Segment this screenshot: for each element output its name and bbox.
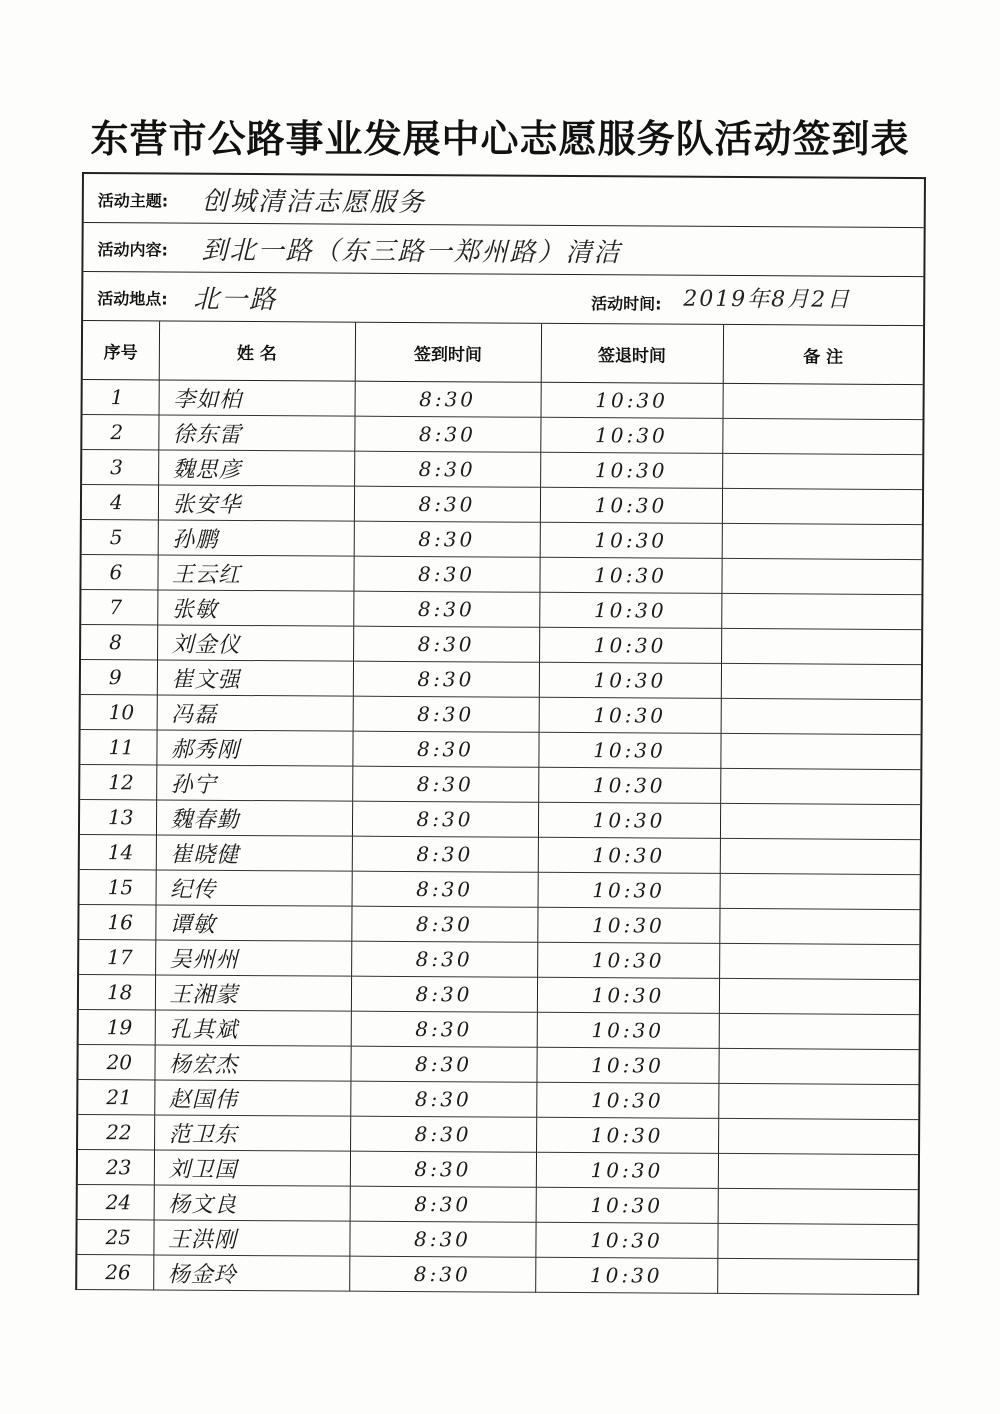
row-number: 14 (80, 834, 156, 869)
table-row (77, 1254, 917, 1294)
table-row (81, 660, 921, 700)
table-row (81, 590, 921, 630)
row-number: 10 (81, 695, 157, 730)
location-label: 活动地点: (97, 289, 168, 309)
row-number: 5 (82, 520, 158, 555)
row-signin-time: 8:30 (354, 451, 540, 487)
signin-sheet (75, 172, 926, 1295)
row-signin-time: 8:30 (352, 871, 538, 907)
row-name: 崔晓健 (156, 835, 352, 871)
table-row (82, 450, 922, 490)
row-name: 张敏 (157, 590, 353, 626)
row-signin-time: 8:30 (350, 1081, 536, 1117)
row-name: 纪传 (156, 870, 352, 906)
row-name: 徐东雷 (158, 415, 354, 451)
row-signin-time: 8:30 (353, 591, 539, 627)
row-signout-time: 10:30 (538, 732, 720, 768)
row-signin-time: 8:30 (353, 696, 539, 732)
row-note (720, 838, 920, 874)
row-number: 18 (79, 974, 155, 1009)
row-signin-time: 8:30 (352, 731, 538, 767)
row-note (717, 1223, 917, 1259)
row-signout-time: 10:30 (538, 802, 720, 838)
row-number: 26 (77, 1254, 153, 1289)
table-row (81, 625, 921, 665)
row-number: 16 (79, 904, 155, 939)
row-number: 19 (79, 1009, 155, 1044)
table-row (78, 1114, 918, 1154)
row-name: 孙鹏 (158, 520, 354, 556)
table-row (78, 1079, 918, 1119)
row-name: 杨宏杰 (154, 1045, 350, 1081)
row-signin-time: 8:30 (355, 381, 541, 417)
row-note (721, 698, 921, 734)
col-header-name: 姓 名 (159, 321, 355, 381)
row-name: 魏思彦 (158, 450, 354, 486)
row-name: 杨金玲 (153, 1255, 349, 1291)
table-row (81, 555, 921, 595)
table-row (78, 1044, 918, 1084)
row-number: 2 (82, 415, 158, 450)
row-name: 谭敏 (155, 905, 351, 941)
table-row (80, 869, 920, 909)
row-signin-time: 8:30 (352, 801, 538, 837)
row-name: 范卫东 (154, 1115, 350, 1151)
row-signout-time: 10:30 (536, 1117, 718, 1153)
row-signout-time: 10:30 (539, 662, 721, 698)
row-name: 郝秀刚 (156, 730, 352, 766)
location-value: 北一路 (193, 284, 278, 316)
row-note (718, 1083, 918, 1119)
table-row (79, 939, 919, 979)
row-name: 王洪刚 (153, 1220, 349, 1256)
theme-row (84, 174, 924, 228)
row-signout-time: 10:30 (541, 382, 723, 418)
row-signin-time: 8:30 (352, 766, 538, 802)
row-number: 4 (82, 485, 158, 520)
row-note (718, 1118, 918, 1154)
row-signin-time: 8:30 (354, 521, 540, 557)
row-note (722, 523, 922, 559)
row-name: 魏春勤 (156, 800, 352, 836)
row-note (718, 1188, 918, 1224)
row-name: 孔其斌 (155, 1010, 351, 1046)
row-number: 20 (78, 1044, 154, 1079)
row-signin-time: 8:30 (354, 416, 540, 452)
table-row (81, 695, 921, 735)
row-number: 3 (82, 450, 158, 485)
row-number: 17 (79, 939, 155, 974)
row-number: 25 (77, 1219, 153, 1254)
row-signout-time: 10:30 (539, 557, 721, 593)
row-number: 23 (78, 1149, 154, 1184)
signin-table (77, 321, 923, 1295)
row-number: 11 (80, 730, 156, 765)
table-row (82, 520, 922, 560)
row-number: 21 (78, 1079, 154, 1114)
row-note (721, 628, 921, 664)
row-number: 7 (81, 590, 157, 625)
page-title: 东营市公路事业发展中心志愿服务队活动签到表 (90, 116, 910, 161)
row-signout-time: 10:30 (537, 907, 719, 943)
row-name: 崔文强 (157, 660, 353, 696)
row-note (722, 488, 922, 524)
row-signout-time: 10:30 (540, 522, 722, 558)
row-note (719, 943, 919, 979)
table-row (79, 904, 919, 944)
row-note (720, 768, 920, 804)
table-body (77, 380, 923, 1295)
row-note (720, 733, 920, 769)
row-name: 吴州州 (155, 940, 351, 976)
row-name: 张安华 (158, 485, 354, 521)
row-note (721, 663, 921, 699)
time-label: 活动时间: (591, 294, 662, 314)
row-note (723, 383, 923, 419)
row-signin-time: 8:30 (350, 1186, 536, 1222)
table-row (80, 800, 920, 840)
row-number: 24 (78, 1184, 154, 1219)
row-signout-time: 10:30 (539, 592, 721, 628)
theme-label: 活动主题: (97, 191, 169, 211)
row-signin-time: 8:30 (351, 941, 537, 977)
row-name: 杨文良 (154, 1185, 350, 1221)
row-signout-time: 10:30 (537, 942, 719, 978)
content-value: 到北一路（东三路一郑州路）清洁 (201, 235, 622, 269)
table-row (78, 1184, 918, 1224)
row-number: 8 (81, 625, 157, 660)
row-signout-time: 10:30 (536, 1047, 718, 1083)
col-header-no: 序号 (83, 321, 159, 380)
row-signin-time: 8:30 (351, 976, 537, 1012)
content-label: 活动内容: (97, 240, 168, 260)
row-number: 15 (80, 869, 156, 904)
row-note (719, 908, 919, 944)
table-row (80, 834, 920, 874)
row-signout-time: 10:30 (539, 697, 721, 733)
row-name: 王云红 (157, 555, 353, 591)
row-signout-time: 10:30 (540, 417, 722, 453)
row-signout-time: 10:30 (535, 1257, 717, 1293)
row-signin-time: 8:30 (350, 1046, 536, 1082)
row-note (721, 593, 921, 629)
row-note (722, 418, 922, 454)
row-signin-time: 8:30 (351, 906, 537, 942)
row-name: 刘金仪 (157, 625, 353, 661)
row-signout-time: 10:30 (540, 487, 722, 523)
row-signin-time: 8:30 (351, 1011, 537, 1047)
row-note (718, 1153, 918, 1189)
table-row (80, 730, 920, 770)
content-row (83, 223, 923, 277)
col-header-signout-time: 签退时间 (541, 324, 723, 384)
row-signin-time: 8:30 (352, 836, 538, 872)
row-signout-time: 10:30 (537, 1012, 719, 1048)
row-number: 12 (80, 765, 156, 800)
row-signout-time: 10:30 (538, 872, 720, 908)
time-value: 2019年8月2日 (683, 286, 852, 313)
row-name: 冯磊 (157, 695, 353, 731)
row-signin-time: 8:30 (353, 626, 539, 662)
row-name: 李如柏 (159, 380, 355, 416)
table-row (82, 485, 922, 525)
row-signout-time: 10:30 (535, 1222, 717, 1258)
row-name: 孙宁 (156, 765, 352, 801)
theme-value: 创城清洁志愿服务 (201, 186, 426, 219)
row-signout-time: 10:30 (536, 1187, 718, 1223)
table-row (79, 1009, 919, 1049)
row-name: 王湘蒙 (155, 975, 351, 1011)
row-note (719, 978, 919, 1014)
table-row (80, 765, 920, 805)
row-name: 刘卫国 (154, 1150, 350, 1186)
row-signin-time: 8:30 (350, 1151, 536, 1187)
col-header-signin-time: 签到时间 (355, 323, 541, 383)
row-note (720, 803, 920, 839)
table-row (82, 415, 922, 455)
row-signin-time: 8:30 (349, 1221, 535, 1257)
row-note (719, 1013, 919, 1049)
table-header-row (83, 321, 923, 385)
row-number: 6 (81, 555, 157, 590)
row-number: 13 (80, 800, 156, 835)
row-signin-time: 8:30 (354, 486, 540, 522)
row-note (718, 1048, 918, 1084)
row-note (722, 453, 922, 489)
row-signin-time: 8:30 (349, 1256, 535, 1292)
row-signin-time: 8:30 (350, 1116, 536, 1152)
row-signout-time: 10:30 (539, 627, 721, 663)
table-row (83, 380, 923, 420)
table-row (79, 974, 919, 1014)
row-name: 赵国伟 (154, 1080, 350, 1116)
row-signout-time: 10:30 (538, 767, 720, 803)
row-signin-time: 8:30 (353, 661, 539, 697)
row-number: 22 (78, 1114, 154, 1149)
table-row (77, 1219, 917, 1259)
col-header-note: 备 注 (723, 325, 923, 385)
row-note (720, 873, 920, 909)
row-signout-time: 10:30 (536, 1082, 718, 1118)
row-number: 1 (83, 380, 159, 415)
row-signin-time: 8:30 (353, 556, 539, 592)
row-signout-time: 10:30 (540, 452, 722, 488)
row-note (717, 1258, 917, 1294)
row-signout-time: 10:30 (536, 1152, 718, 1188)
row-signout-time: 10:30 (538, 837, 720, 873)
row-note (721, 558, 921, 594)
row-signout-time: 10:30 (537, 977, 719, 1013)
row-number: 9 (81, 660, 157, 695)
location-time-row (83, 272, 923, 326)
table-row (78, 1149, 918, 1189)
